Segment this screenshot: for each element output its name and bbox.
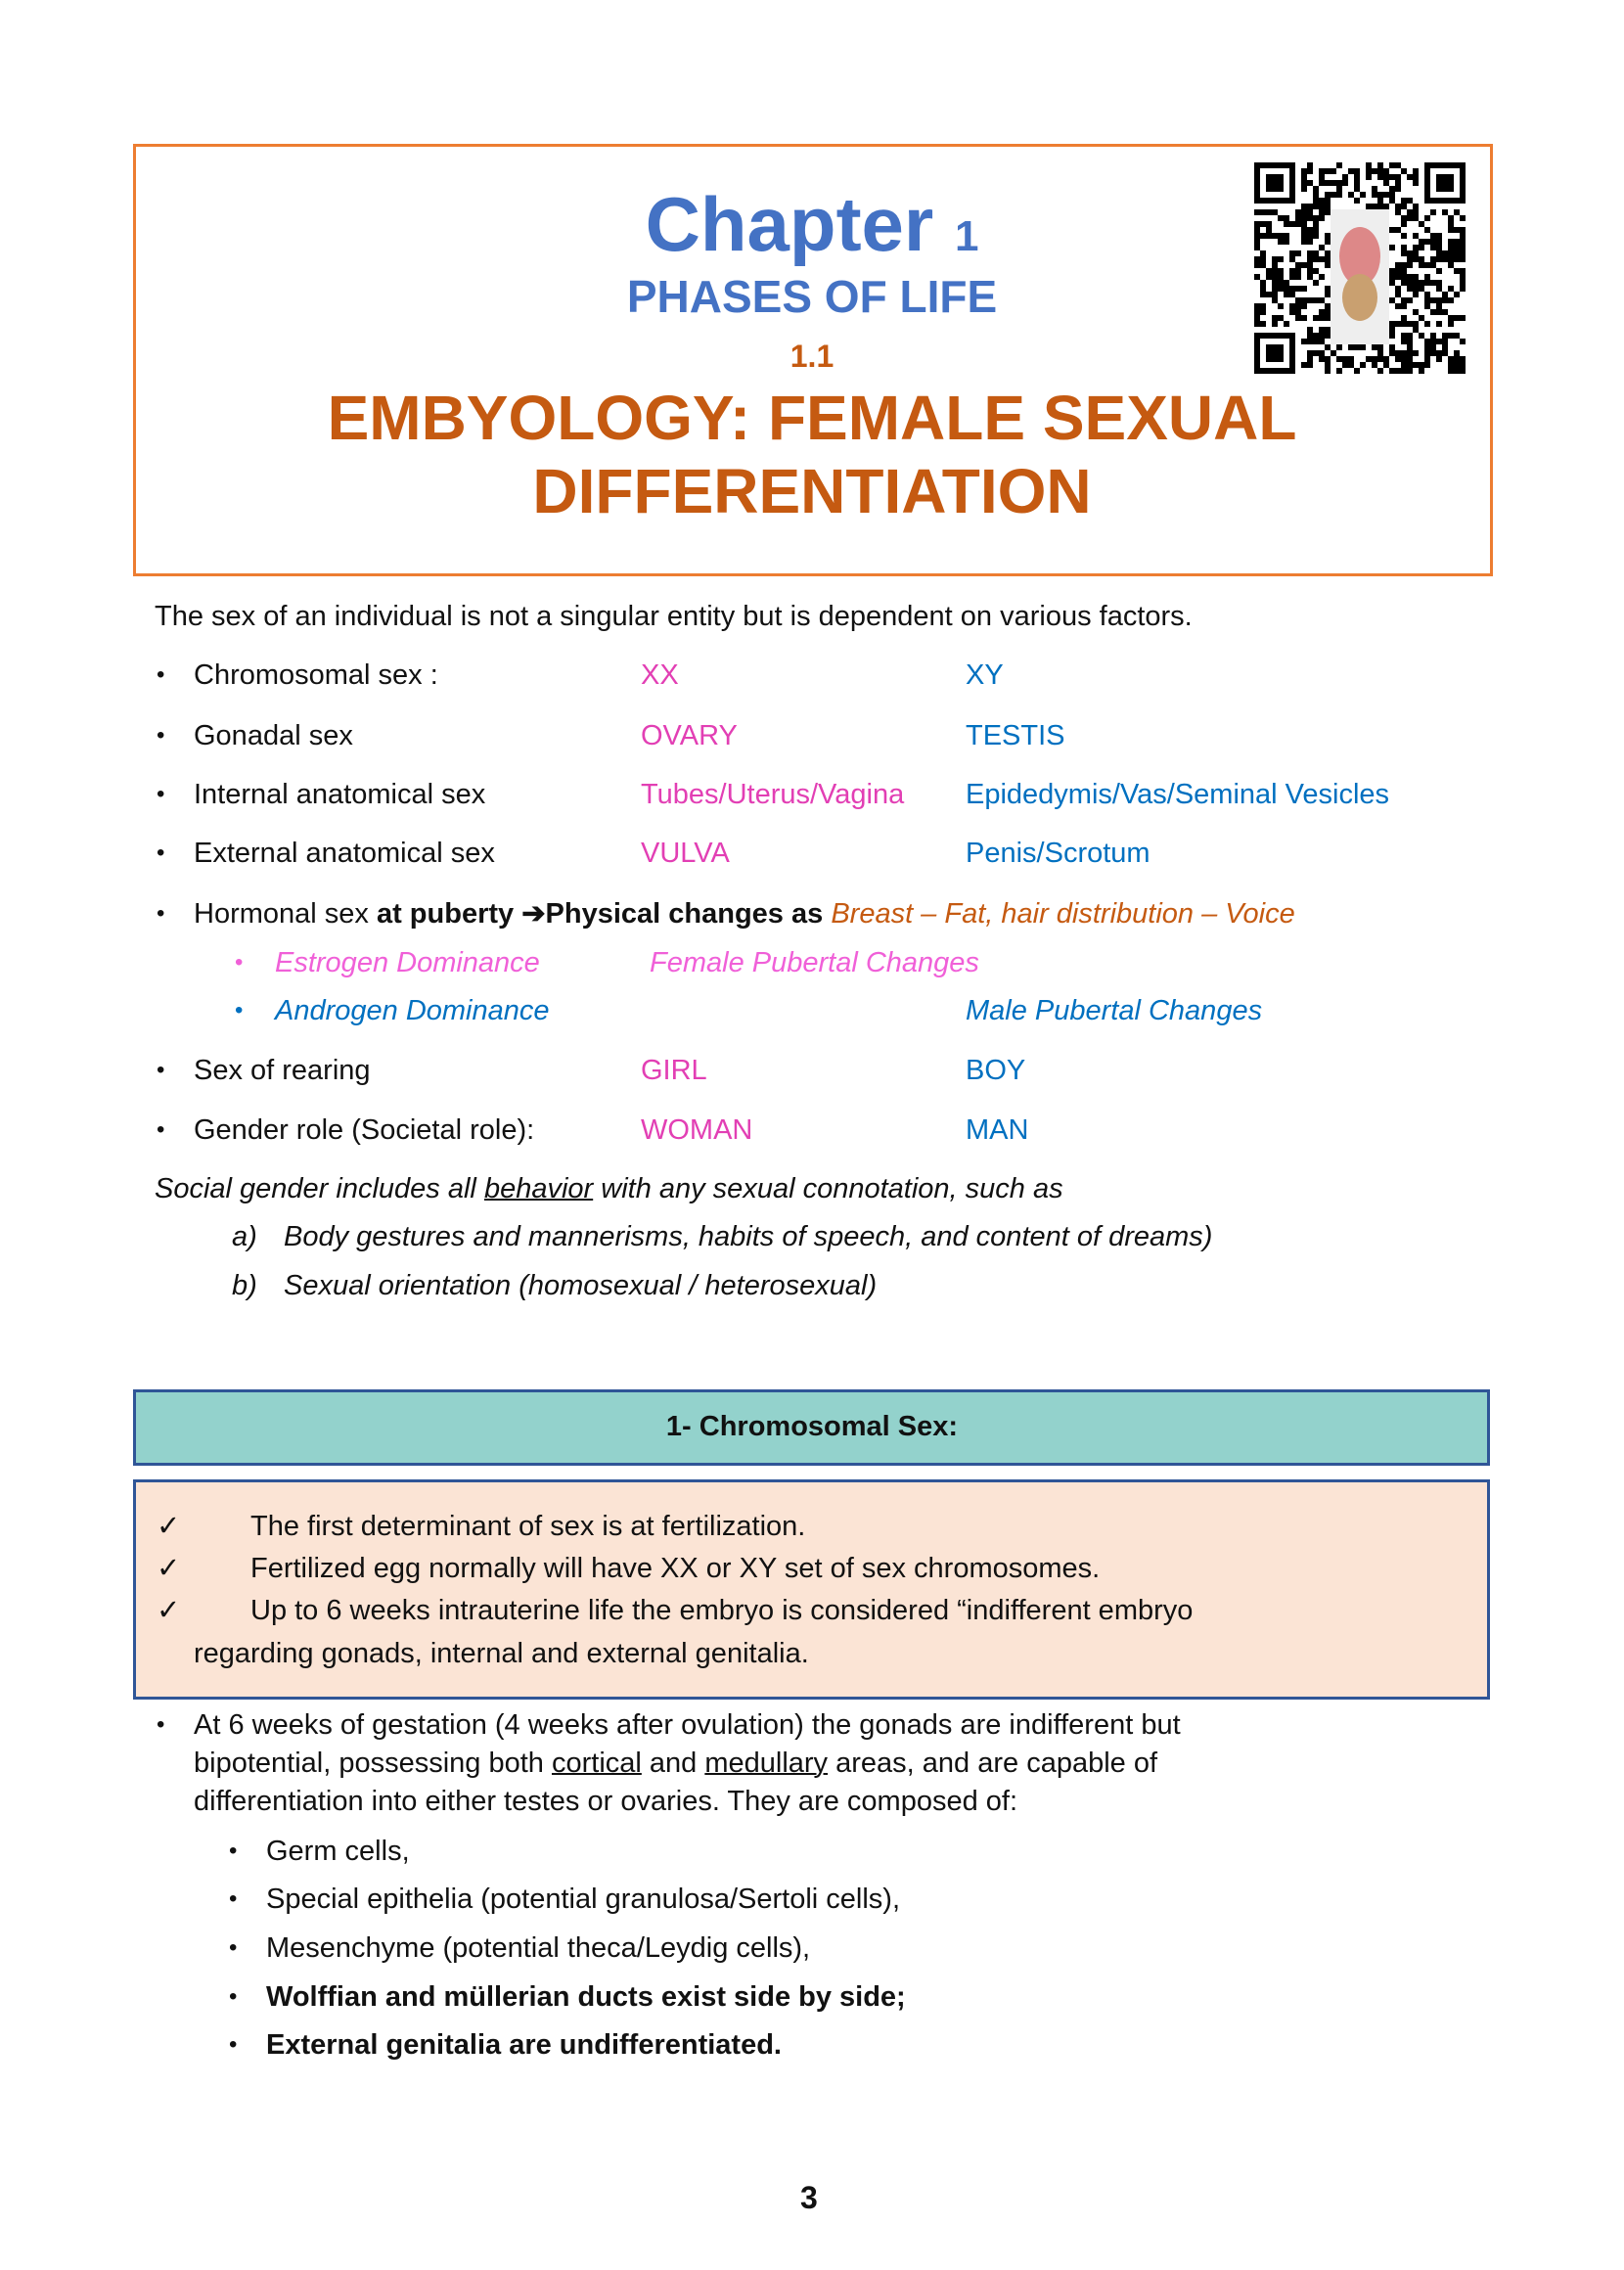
bullet: • <box>157 1711 165 1738</box>
component-item: External genitalia are undifferentiated. <box>266 2029 782 2061</box>
male-value: Penis/Scrotum <box>966 838 1150 869</box>
paragraph-line <box>194 1749 1157 1778</box>
cortical-underlined: cortical <box>551 1748 642 1779</box>
bullet: • <box>157 900 165 927</box>
male-value: Epidedymis/Vas/Seminal Vesicles <box>966 779 1390 810</box>
chapter-number: 1 <box>954 212 979 260</box>
hormonal-label: Hormonal sex <box>194 898 377 930</box>
paragraph-line: At 6 weeks of gestation (4 weeks after ovulation) the gonads are indifferent but <box>194 1709 1181 1741</box>
male-value: BOY <box>966 1055 1026 1086</box>
female-pubertal-changes: Female Pubertal Changes <box>650 947 979 978</box>
bullet: • <box>235 949 244 976</box>
section-heading: 1- Chromosomal Sex: <box>665 1411 959 1442</box>
female-value: XX <box>641 659 679 691</box>
female-value: OVARY <box>641 720 738 751</box>
chapter-word: Chapter <box>645 181 934 267</box>
changes-list: Breast – Fat, hair distribution – Voice <box>831 898 1295 930</box>
text: areas, and are capable of <box>828 1748 1158 1779</box>
female-value: VULVA <box>641 838 730 869</box>
social-gender-text <box>155 1175 1063 1203</box>
bullet: • <box>157 1116 165 1143</box>
bullet: • <box>235 997 244 1023</box>
social-post: with any sexual connotation, such as <box>593 1173 1063 1204</box>
bullet: • <box>229 1885 238 1912</box>
check-item: The first determinant of sex is at fertilization. <box>250 1511 806 1542</box>
factor-label: Chromosomal sex : <box>194 659 438 691</box>
check-item: Fertilized egg normally will have XX or XY set of sex chromosomes. <box>250 1553 1101 1584</box>
factor-label: Gender role (Societal role): <box>194 1114 535 1146</box>
factor-label: Gonadal sex <box>194 720 353 751</box>
section-title-line2: DIFFERENTIATION <box>532 456 1092 526</box>
bullet: • <box>157 722 165 749</box>
at-puberty: at puberty <box>376 898 522 930</box>
component-item: Wolffian and müllerian ducts exist side by side; <box>266 1981 906 2013</box>
medullary-underlined: medullary <box>704 1748 829 1779</box>
bullet: • <box>229 2031 238 2058</box>
check-item-continuation: regarding gonads, internal and external genitalia. <box>194 1638 809 1669</box>
check-item: Up to 6 weeks intrauterine life the embryo is considered “indifferent embryo <box>250 1595 1194 1626</box>
bullet: • <box>157 781 165 807</box>
social-pre: Social gender includes all <box>155 1173 484 1204</box>
part-title: PHASES OF LIFE <box>626 271 998 322</box>
factor-label: Internal anatomical sex <box>194 779 486 810</box>
female-value: GIRL <box>641 1055 707 1086</box>
component-item: Mesenchyme (potential theca/Leydig cells), <box>266 1932 811 1964</box>
intro-text: The sex of an individual is not a singular entity but is dependent on various factors. <box>155 601 1193 632</box>
component-item: Special epithelia (potential granulosa/Sertoli cells), <box>266 1884 901 1915</box>
check-icon: ✓ <box>157 1595 181 1626</box>
text: and <box>641 1748 705 1779</box>
factor-label: Sex of rearing <box>194 1055 371 1086</box>
female-value: Tubes/Uterus/Vagina <box>641 779 905 810</box>
physical-changes: Physical changes as <box>545 898 832 930</box>
paragraph-line: differentiation into either testes or ovaries. They are composed of: <box>194 1786 1018 1817</box>
bullet: • <box>157 840 165 866</box>
male-pubertal-changes: Male Pubertal Changes <box>966 995 1263 1026</box>
androgen-dominance: Androgen Dominance <box>275 995 550 1026</box>
factor-label: External anatomical sex <box>194 838 495 869</box>
page-number: 3 <box>800 2180 818 2215</box>
bullet: • <box>229 1983 238 2010</box>
estrogen-dominance: Estrogen Dominance <box>275 947 540 978</box>
bullet: • <box>229 1934 238 1961</box>
arrow-right-icon: ➔ <box>521 898 546 930</box>
list-marker: b) <box>232 1270 257 1301</box>
check-icon: ✓ <box>157 1511 181 1542</box>
bullet: • <box>157 661 165 688</box>
male-value: MAN <box>966 1114 1029 1146</box>
bullet: • <box>157 1057 165 1083</box>
social-item: Sexual orientation (homosexual / heterosexual) <box>284 1270 878 1301</box>
female-value: WOMAN <box>641 1114 753 1146</box>
check-icon: ✓ <box>157 1553 181 1584</box>
behavior-underlined: behavior <box>483 1173 594 1204</box>
list-marker: a) <box>232 1221 257 1252</box>
social-item: Body gestures and mannerisms, habits of speech, and content of dreams) <box>284 1221 1213 1252</box>
qr-code-icon <box>1254 162 1466 374</box>
section-title-line1: EMBYOLOGY: FEMALE SEXUAL <box>327 383 1297 453</box>
male-value: XY <box>966 659 1004 691</box>
male-value: TESTIS <box>966 720 1065 751</box>
bullet: • <box>229 1838 238 1864</box>
hormonal-sex-line <box>194 900 1295 929</box>
section-number: 1.1 <box>789 339 835 374</box>
text: bipotential, possessing both <box>194 1748 552 1779</box>
component-item: Germ cells, <box>266 1836 410 1867</box>
